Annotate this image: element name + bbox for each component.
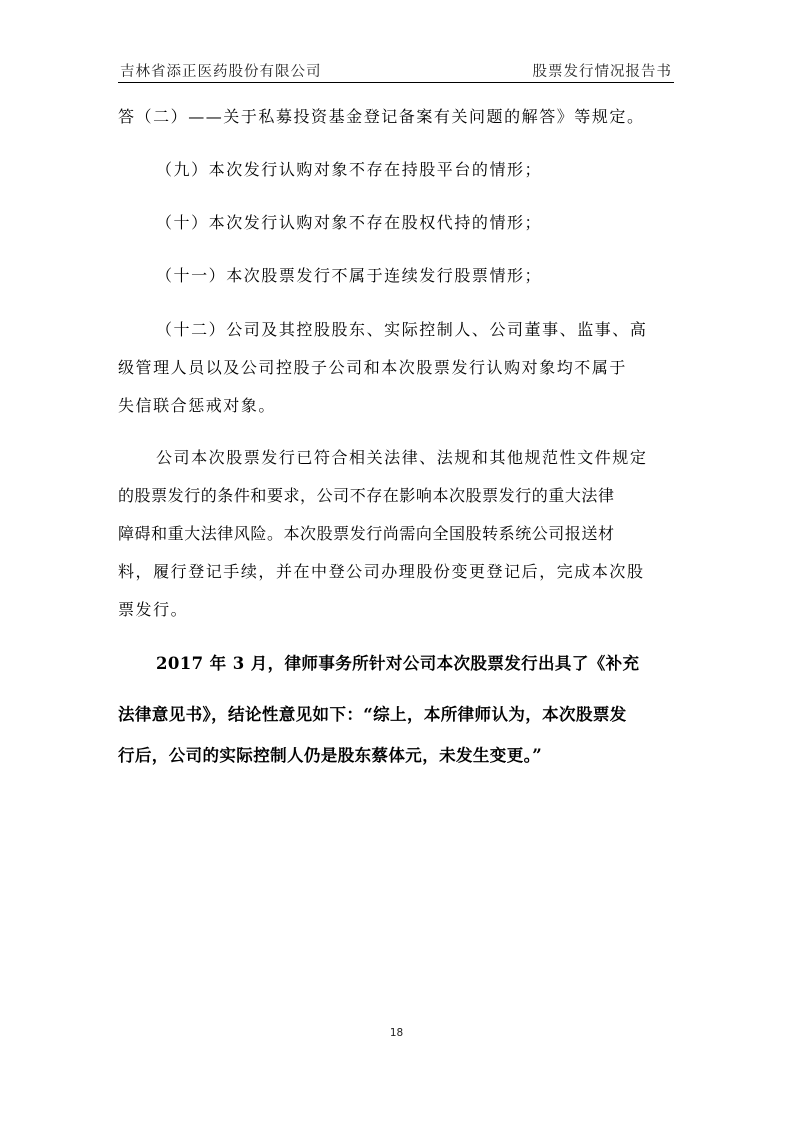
conclusion-line: 障碍和重大法律风险。本次股票发行尚需向全国股转系统公司报送材 bbox=[118, 524, 615, 543]
paragraph-continuation: 答（二）——关于私募投资基金登记备案有关问题的解答》等规定。 bbox=[118, 107, 645, 126]
header-rule bbox=[118, 82, 674, 83]
conclusion-line: 公司本次股票发行已符合相关法律、法规和其他规范性文件规定 bbox=[156, 448, 648, 467]
header-document-title: 股票发行情况报告书 bbox=[532, 64, 672, 80]
item-12-line: 失信联合惩戒对象。 bbox=[118, 396, 276, 415]
item-12-line: （十二）公司及其控股股东、实际控制人、公司董事、监事、高 bbox=[156, 320, 648, 339]
item-11: （十一）本次股票发行不属于连续发行股票情形； bbox=[156, 266, 543, 285]
item-12-line: 级管理人员以及公司控股子公司和本次股票发行认购对象均不属于 bbox=[118, 358, 627, 377]
supplement-line: 行后，公司的实际控制人仍是股东蔡体元，未发生变更。” bbox=[118, 746, 543, 765]
page-number: 18 bbox=[389, 1027, 404, 1039]
item-9: （九）本次发行认购对象不存在持股平台的情形； bbox=[156, 160, 543, 179]
page-header bbox=[118, 58, 674, 82]
conclusion-line: 票发行。 bbox=[118, 600, 189, 619]
header-company-name: 吉林省添正医药股份有限公司 bbox=[120, 64, 322, 80]
item-10: （十）本次发行认购对象不存在股权代持的情形； bbox=[156, 213, 543, 232]
conclusion-line: 料，履行登记手续，并在中登公司办理股份变更登记后，完成本次股 bbox=[118, 562, 645, 581]
supplement-line: 2017 年 3 月，律师事务所针对公司本次股票发行出具了《补充 bbox=[156, 654, 640, 673]
conclusion-line: 的股票发行的条件和要求，公司不存在影响本次股票发行的重大法律 bbox=[118, 486, 615, 505]
supplement-line: 法律意见书》，结论性意见如下：“综上，本所律师认为，本次股票发 bbox=[118, 705, 627, 724]
